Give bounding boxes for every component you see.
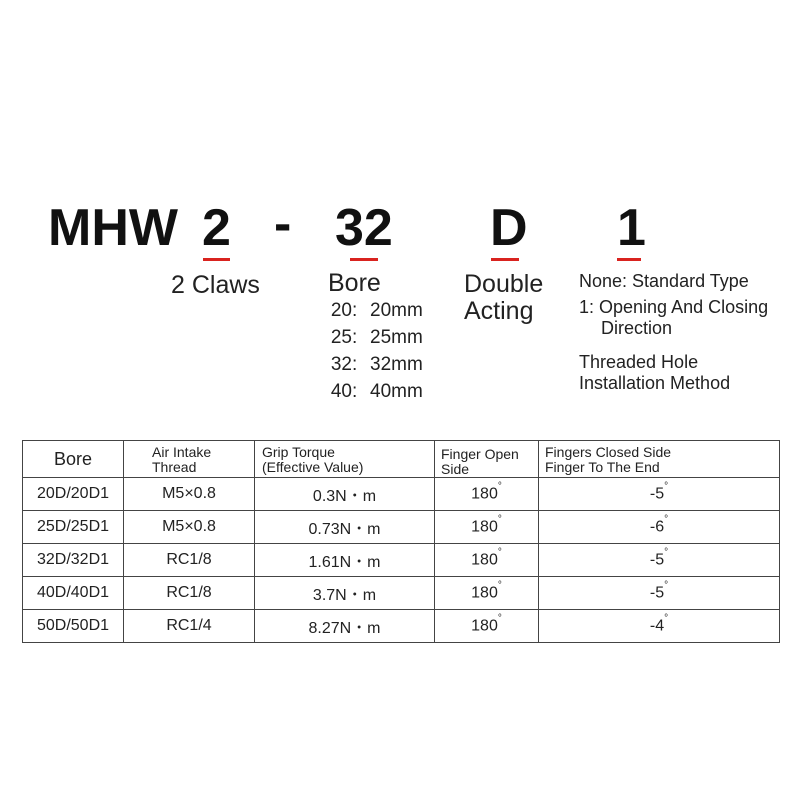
header-grip-torque: Grip Torque (Effective Value) — [255, 441, 435, 478]
action-label-line1: Double — [464, 270, 544, 298]
model-bore: 32 — [335, 199, 393, 257]
action-label-line2: Acting — [464, 297, 534, 325]
model-series: MHW — [48, 199, 178, 257]
cell-air-intake: M5×0.8 — [124, 478, 255, 511]
model-option: 1 — [617, 199, 646, 257]
table-header-row — [23, 441, 780, 478]
cell-grip-torque: 0.73N・m — [255, 511, 435, 544]
cell-grip-torque: 0.3N・m — [255, 478, 435, 511]
table-row — [23, 577, 780, 610]
header-bore: Bore — [23, 441, 124, 478]
bore-option: 20: 20mm — [330, 300, 423, 321]
bore-option: 32: 32mm — [330, 354, 423, 375]
claws-label: 2 Claws — [171, 271, 260, 299]
cell-finger-open: 180° — [435, 478, 539, 511]
cell-finger-open: 180° — [435, 511, 539, 544]
bore-option: 25: 25mm — [330, 327, 423, 348]
bore-label: Bore — [328, 269, 381, 297]
table-row — [23, 478, 780, 511]
cell-finger-open: 180° — [435, 610, 539, 643]
cell-grip-torque: 3.7N・m — [255, 577, 435, 610]
bore-underline — [350, 258, 378, 261]
cell-air-intake: M5×0.8 — [124, 511, 255, 544]
cell-fingers-closed: -5° — [539, 577, 780, 610]
bore-option: 40: 40mm — [330, 381, 423, 402]
cell-fingers-closed: -5° — [539, 478, 780, 511]
cell-bore: 40D/40D1 — [23, 577, 124, 610]
option-none: None: Standard Type — [579, 271, 749, 291]
header-air-intake: Air Intake Thread — [124, 441, 255, 478]
cell-bore: 20D/20D1 — [23, 478, 124, 511]
cell-grip-torque: 1.61N・m — [255, 544, 435, 577]
model-action: D — [490, 199, 528, 257]
table-row — [23, 544, 780, 577]
header-fingers-closed: Fingers Closed Side Finger To The End — [539, 441, 780, 478]
cell-air-intake: RC1/4 — [124, 610, 255, 643]
option-underline — [617, 258, 641, 261]
option-1-line2: Direction — [601, 318, 673, 338]
model-dash: - — [274, 195, 292, 253]
option-1-line1: 1: Opening And Closing — [579, 297, 769, 317]
cell-fingers-closed: -6° — [539, 511, 780, 544]
model-claws: 2 — [202, 199, 231, 257]
cell-air-intake: RC1/8 — [124, 577, 255, 610]
install-line1: Threaded Hole — [579, 352, 699, 372]
cell-bore: 32D/32D1 — [23, 544, 124, 577]
cell-fingers-closed: -4° — [539, 610, 780, 643]
cell-air-intake: RC1/8 — [124, 544, 255, 577]
cell-bore: 25D/25D1 — [23, 511, 124, 544]
cell-fingers-closed: -5° — [539, 544, 780, 577]
install-line2: Installation Method — [579, 373, 731, 393]
cell-finger-open: 180° — [435, 544, 539, 577]
action-underline — [491, 258, 519, 261]
table-row — [23, 511, 780, 544]
header-finger-open: Finger Open Side — [435, 441, 539, 478]
cell-finger-open: 180° — [435, 577, 539, 610]
cell-grip-torque: 8.27N・m — [255, 610, 435, 643]
cell-bore: 50D/50D1 — [23, 610, 124, 643]
spec-table — [22, 440, 780, 643]
claws-underline — [203, 258, 230, 261]
table-row — [23, 610, 780, 643]
